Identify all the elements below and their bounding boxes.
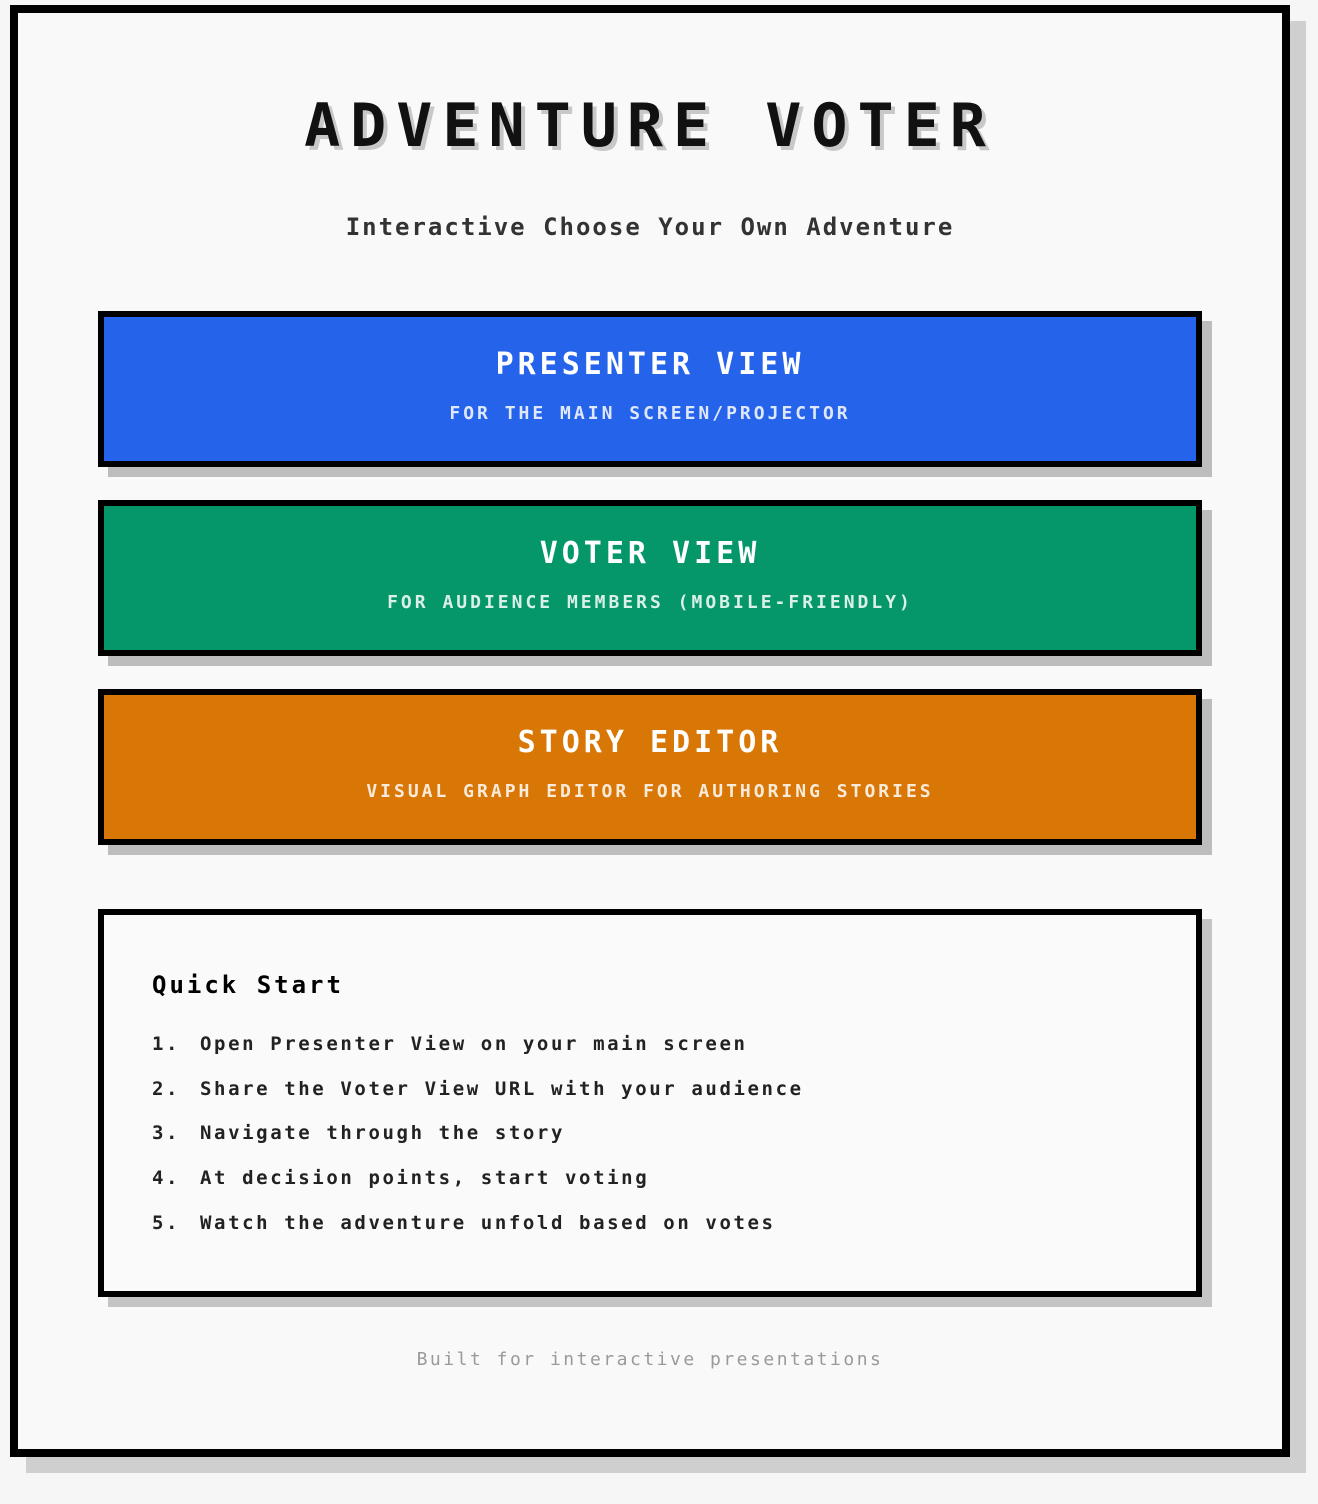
page-title: ADVENTURE VOTER	[304, 91, 996, 161]
main-card	[10, 5, 1290, 1457]
quick-start-steps	[152, 1033, 804, 1256]
voter-view-description: FOR AUDIENCE MEMBERS (MOBILE-FRIENDLY)	[387, 592, 913, 613]
presenter-view-label: PRESENTER VIEW	[495, 347, 805, 382]
step-number: 4.	[152, 1167, 181, 1190]
list-item	[152, 1212, 804, 1257]
story-editor-button[interactable]	[98, 689, 1202, 845]
step-number: 5.	[152, 1211, 181, 1234]
story-editor-label: STORY EDITOR	[517, 725, 783, 760]
presenter-view-button[interactable]	[98, 311, 1202, 467]
step-text: Navigate through the story	[200, 1122, 566, 1145]
step-text: At decision points, start voting	[200, 1167, 650, 1190]
list-item	[152, 1033, 804, 1078]
step-number: 2.	[152, 1077, 181, 1100]
footer-text: Built for interactive presentations	[416, 1349, 884, 1370]
step-number: 1.	[152, 1033, 181, 1055]
quick-start-title: Quick Start	[152, 971, 344, 999]
step-number: 3.	[152, 1122, 181, 1145]
list-item	[152, 1078, 804, 1123]
page-subtitle: Interactive Choose Your Own Adventure	[345, 213, 955, 241]
voter-view-label: VOTER VIEW	[539, 536, 761, 571]
step-text: Share the Voter View URL with your audience	[200, 1077, 804, 1100]
step-text: Watch the adventure unfold based on votes	[200, 1211, 776, 1234]
quick-start-panel	[98, 909, 1202, 1297]
story-editor-description: VISUAL GRAPH EDITOR FOR AUTHORING STORIES	[366, 781, 934, 802]
list-item	[152, 1167, 804, 1212]
step-text: Open Presenter View on your main screen	[200, 1033, 748, 1055]
list-item	[152, 1122, 804, 1167]
presenter-view-description: FOR THE MAIN SCREEN/PROJECTOR	[449, 403, 851, 424]
voter-view-button[interactable]	[98, 500, 1202, 656]
